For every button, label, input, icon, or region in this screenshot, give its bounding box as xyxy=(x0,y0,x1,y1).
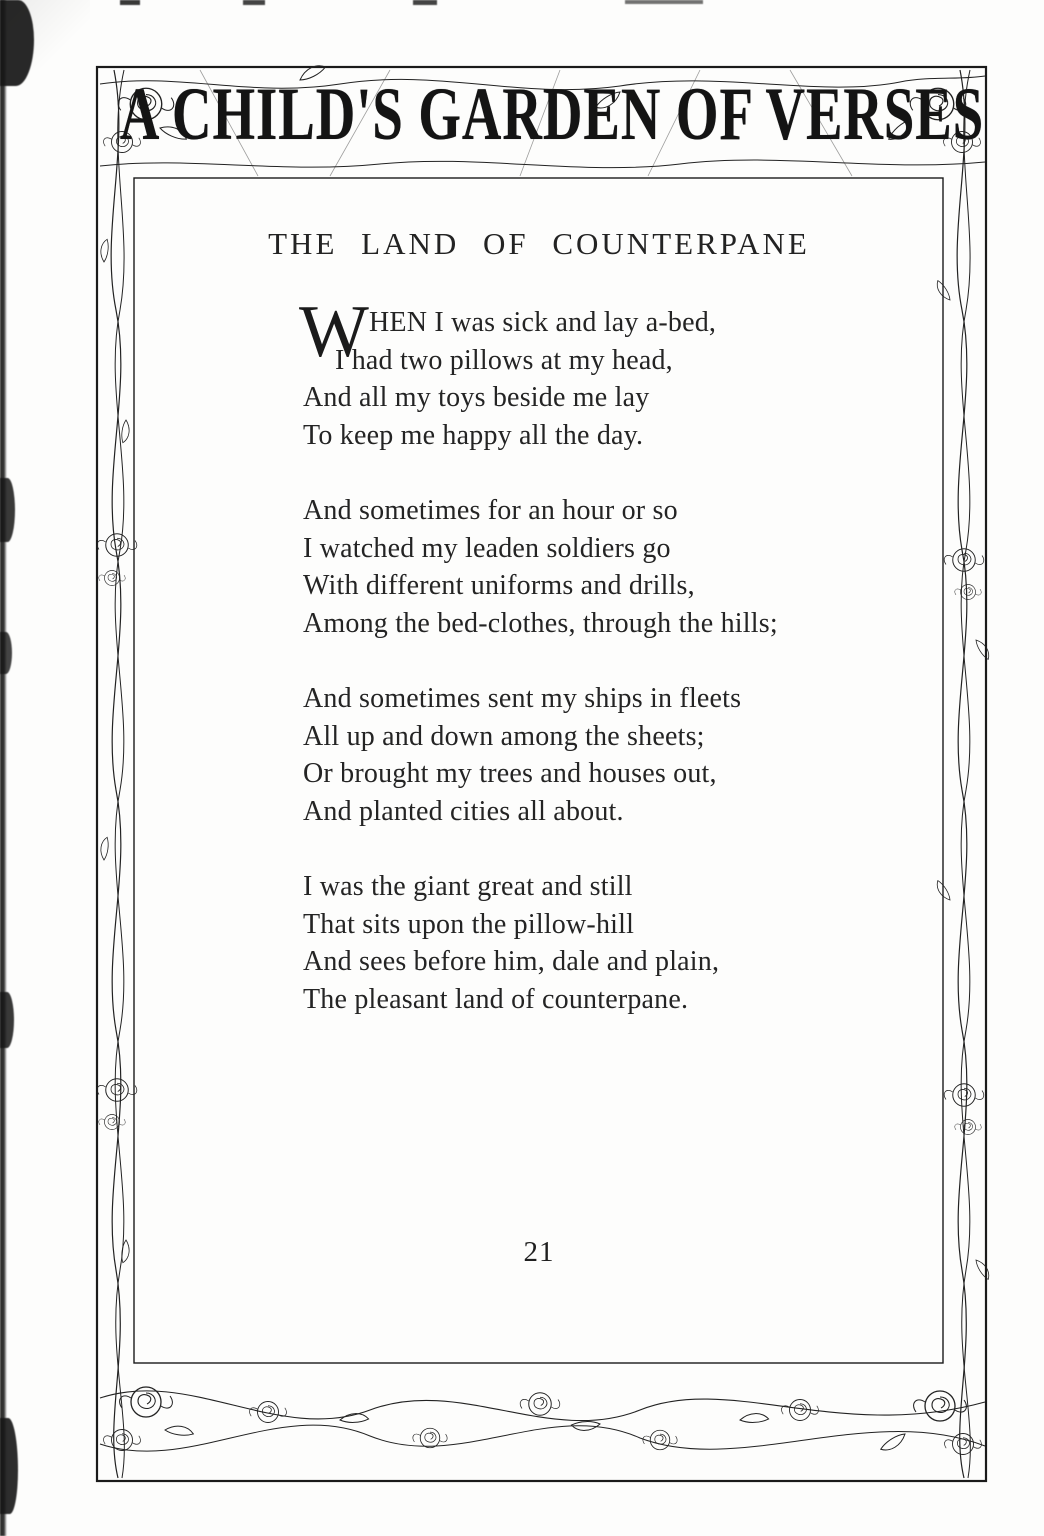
scan-edge-blob xyxy=(0,478,15,542)
bottom-garland xyxy=(100,1391,985,1451)
scan-edge-mark xyxy=(243,0,265,5)
garland-rose-icon xyxy=(250,1402,287,1423)
corner-rose-icon xyxy=(914,1391,967,1421)
poem-title: THE LAND OF COUNTERPANE xyxy=(268,226,810,261)
poem-line: Among the bed-clothes, through the hills; xyxy=(303,607,778,639)
poem-line: And sometimes sent my ships in fleets xyxy=(303,683,742,714)
page-number: 21 xyxy=(523,1236,555,1268)
left-rose-icon xyxy=(97,1079,137,1102)
scan-edge-blob xyxy=(0,632,12,674)
scan-edge-strip xyxy=(0,0,7,1536)
poem-line: I watched my leaden soldiers go xyxy=(303,532,671,564)
stanza xyxy=(303,492,943,642)
poem-line: The pleasant land of counterpane. xyxy=(303,983,689,1015)
scan-edge-mark xyxy=(625,0,703,4)
poem-line: That sits upon the pillow-hill xyxy=(303,908,635,940)
poem-line: To keep me happy all the day. xyxy=(303,419,644,451)
poem-line: And sees before him, dale and plain, xyxy=(303,946,720,977)
poem-line: Or brought my trees and houses out, xyxy=(303,758,717,789)
text-area xyxy=(135,180,943,1269)
scan-edge-blob xyxy=(0,992,14,1048)
poem-line: With different uniforms and drills, xyxy=(303,570,695,601)
left-vine xyxy=(97,70,137,1478)
header-banner-title: A CHILD'S GARDEN OF VERSES xyxy=(119,73,985,157)
stanza xyxy=(299,291,943,454)
scan-edge-mark xyxy=(413,0,437,5)
poem-line: I was the giant great and still xyxy=(303,871,633,902)
poem xyxy=(299,291,943,1018)
poem-line: And sometimes for an hour or so xyxy=(303,495,678,526)
stanza xyxy=(303,868,943,1018)
scan-edge-mark xyxy=(120,0,140,5)
poem-line: And planted cities all about. xyxy=(303,795,624,827)
stanza xyxy=(303,680,943,830)
poem-line: All up and down among the sheets; xyxy=(303,720,705,752)
right-rose-icon xyxy=(944,1084,984,1107)
drop-cap-initial: W xyxy=(299,291,370,373)
poem-line: I had two pillows at my head, xyxy=(335,344,673,376)
poem-line: And all my toys beside me lay xyxy=(303,382,650,413)
poem-line: HEN I was sick and lay a-bed, xyxy=(369,307,717,338)
